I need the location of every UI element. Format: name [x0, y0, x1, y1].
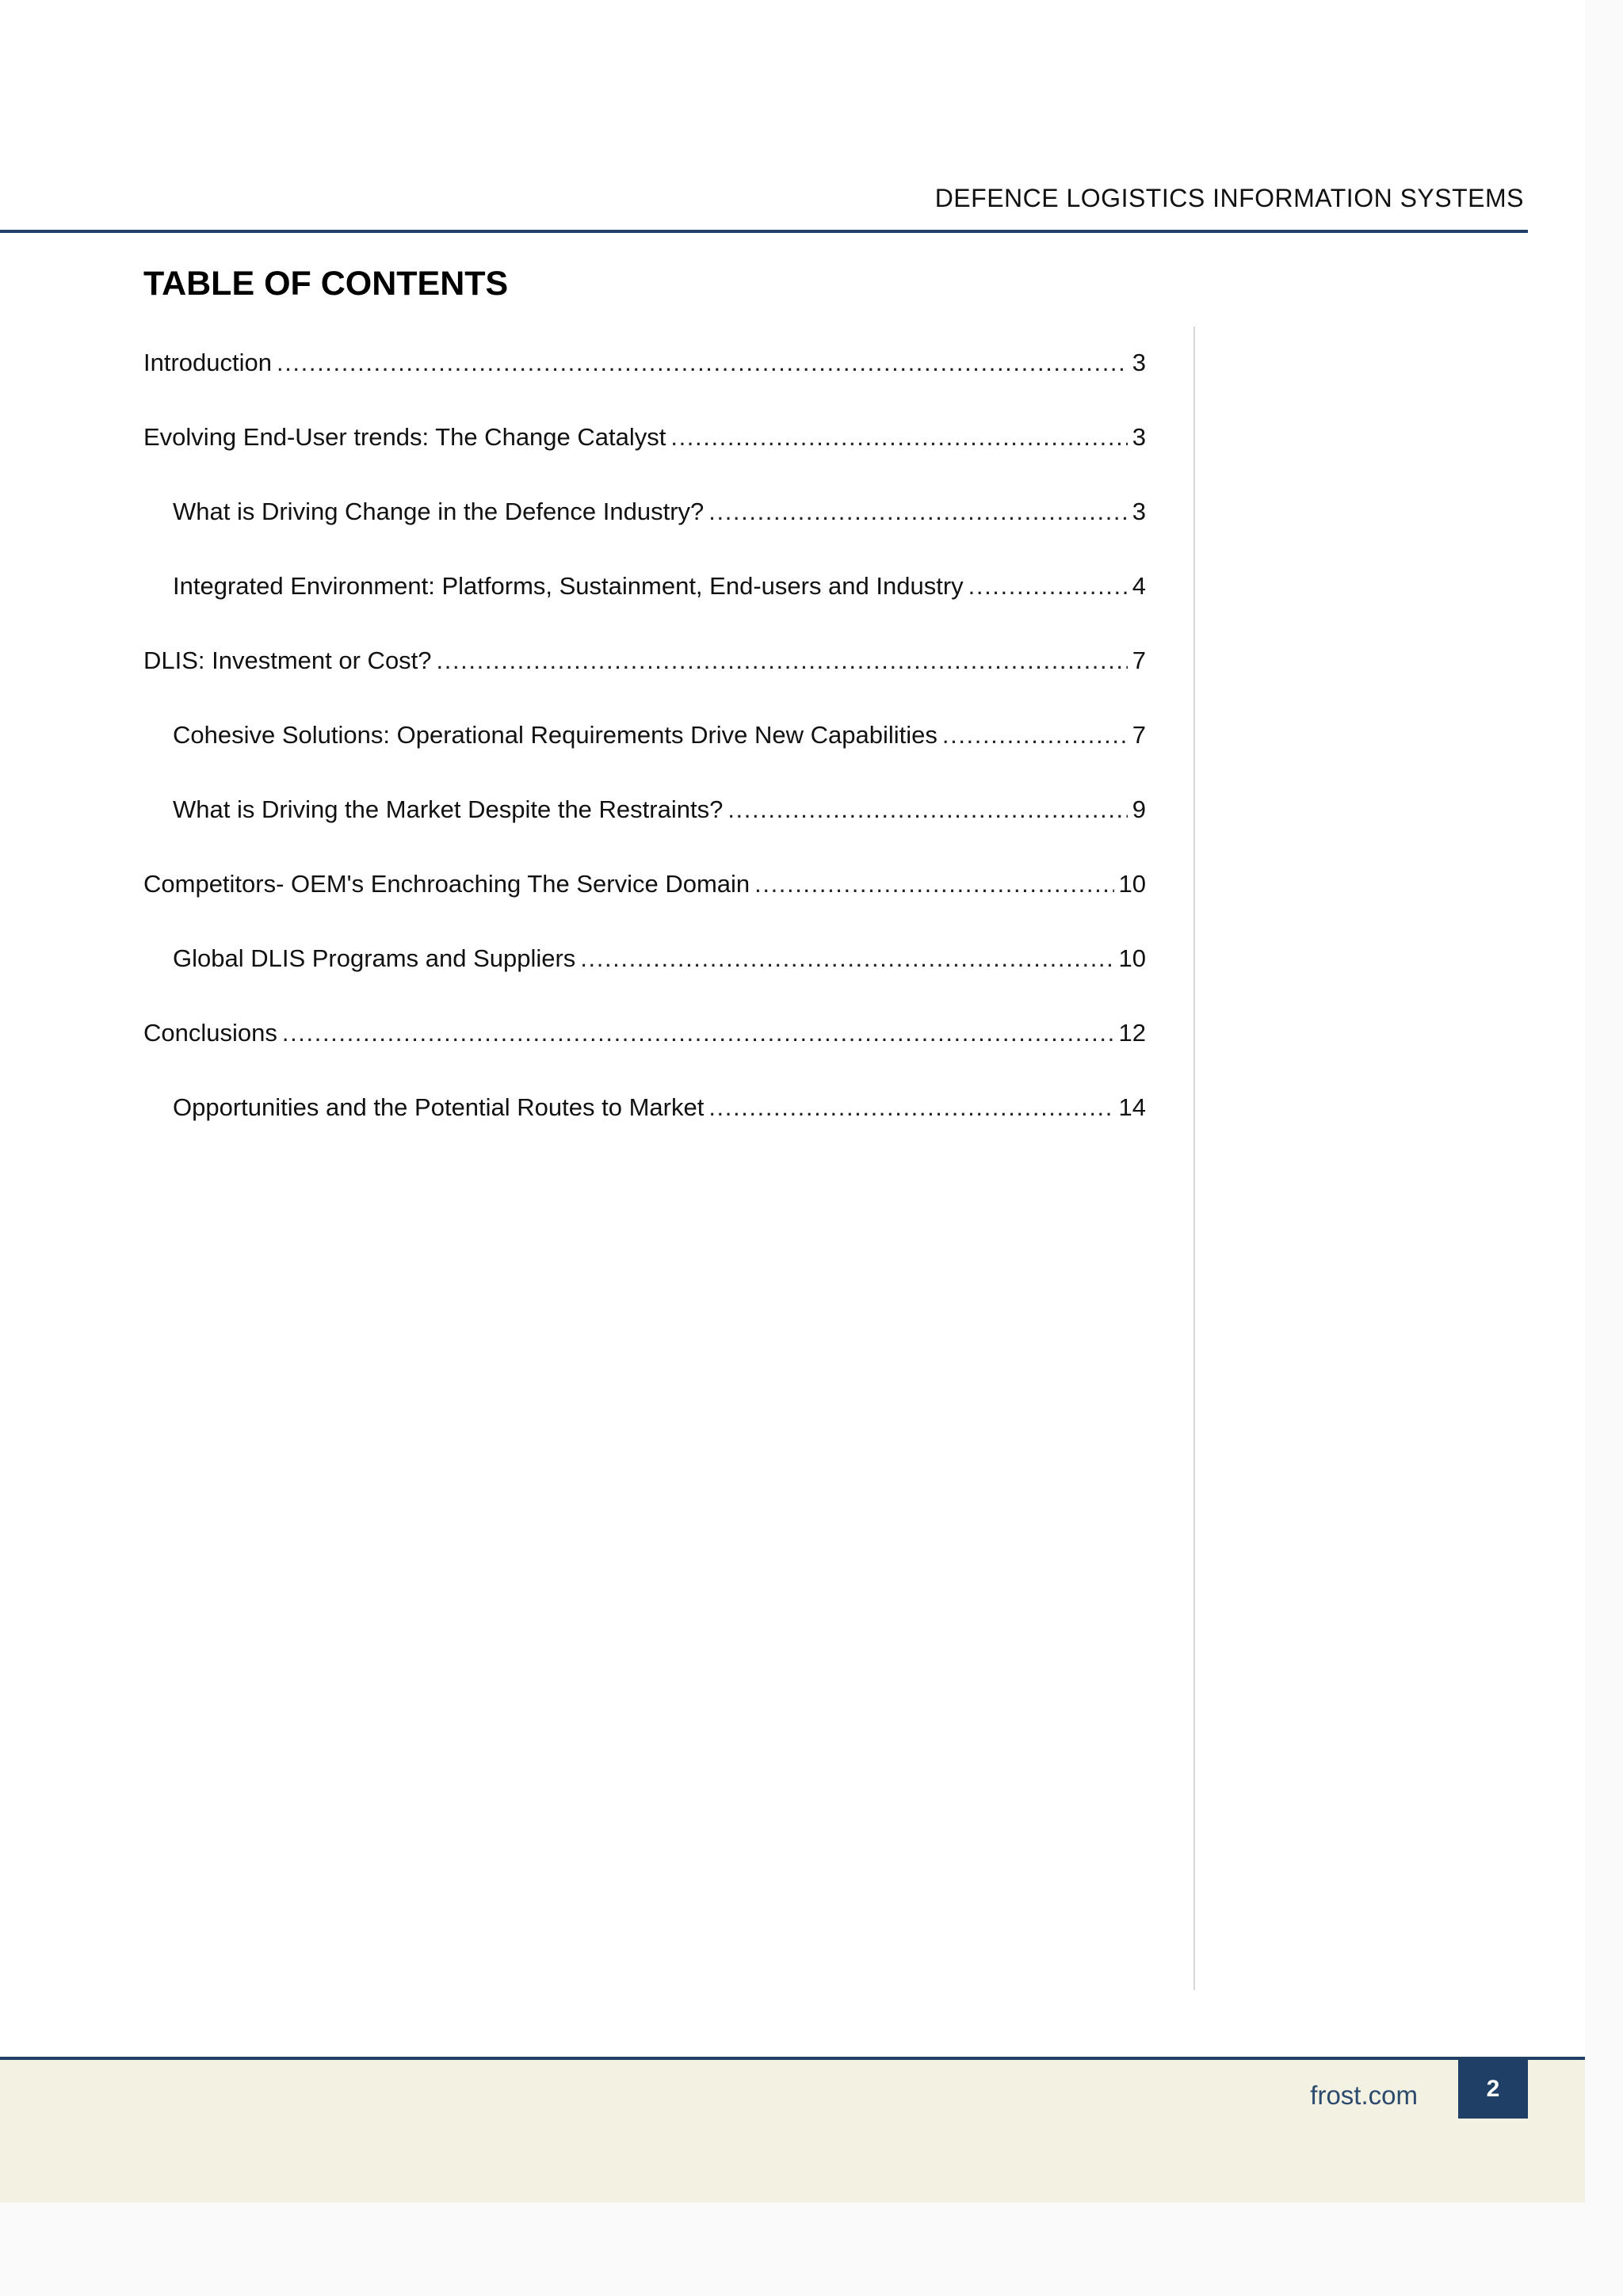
- footer-site-link[interactable]: frost.com: [1310, 2081, 1418, 2110]
- toc-dot-leader: [708, 491, 1127, 532]
- toc-page-number: 3: [1132, 498, 1146, 525]
- toc-dot-leader: [282, 1013, 1114, 1054]
- toc-list: [143, 342, 1146, 1161]
- toc-page-number: 4: [1132, 572, 1146, 600]
- toc-dot-leader: [437, 640, 1128, 681]
- toc-entry-label: Integrated Environment: Platforms, Sustainment, End-users and Industry: [173, 572, 964, 600]
- toc-entry-label: Introduction: [143, 349, 272, 376]
- toc-entry-conclusions[interactable]: [143, 1013, 1146, 1087]
- toc-page-number: 7: [1132, 646, 1146, 674]
- toc-entry-label: Global DLIS Programs and Suppliers: [173, 944, 576, 972]
- toc-entry-driving-market[interactable]: [143, 789, 1146, 864]
- toc-entry-introduction[interactable]: [143, 342, 1146, 417]
- toc-entry-global-dlis-programs[interactable]: [143, 938, 1146, 1013]
- toc-page-number: 10: [1118, 870, 1146, 898]
- toc-dot-leader: [968, 566, 1128, 607]
- toc-entry-label: Cohesive Solutions: Operational Requirements Drive New Capabilities: [173, 721, 938, 749]
- toc-entry-cohesive-solutions[interactable]: [143, 715, 1146, 789]
- toc-entry-label: Opportunities and the Potential Routes to Market: [173, 1093, 705, 1121]
- toc-page-number: 14: [1118, 1093, 1146, 1121]
- toc-page-number: 3: [1132, 349, 1146, 376]
- footer-band: [0, 2057, 1585, 2203]
- toc-entry-opportunities[interactable]: [143, 1087, 1146, 1161]
- toc-entry-label: DLIS: Investment or Cost?: [143, 646, 432, 674]
- toc-entry-integrated-environment[interactable]: [143, 566, 1146, 640]
- toc-page-number: 9: [1132, 795, 1146, 823]
- toc-entry-label: What is Driving Change in the Defence Industry?: [173, 498, 705, 525]
- toc-entry-driving-change[interactable]: [143, 491, 1146, 566]
- toc-entry-dlis-investment[interactable]: [143, 640, 1146, 715]
- footer-rule: [0, 2057, 1585, 2060]
- toc-entry-label: Evolving End-User trends: The Change Catalyst: [143, 423, 666, 451]
- toc-page-number: 7: [1132, 721, 1146, 749]
- toc-dot-leader: [580, 938, 1113, 979]
- side-divider: [1193, 326, 1195, 1990]
- toc-dot-leader: [727, 789, 1127, 830]
- toc-entry-label: Conclusions: [143, 1019, 277, 1047]
- toc-dot-leader: [670, 417, 1127, 458]
- toc-dot-leader: [754, 864, 1113, 905]
- toc-entry-evolving-end-user-trends[interactable]: [143, 417, 1146, 491]
- toc-entry-label: Competitors- OEM's Enchroaching The Service Domain: [143, 870, 750, 898]
- header-rule: [0, 230, 1528, 233]
- toc-title: TABLE OF CONTENTS: [143, 265, 509, 303]
- toc-page-number: 3: [1132, 423, 1146, 451]
- toc-entry-label: What is Driving the Market Despite the Restraints?: [173, 795, 724, 823]
- toc-page-number: 10: [1118, 944, 1146, 972]
- toc-dot-leader: [277, 342, 1128, 383]
- toc-dot-leader: [708, 1087, 1113, 1128]
- running-header: DEFENCE LOGISTICS INFORMATION SYSTEMS: [934, 184, 1524, 212]
- page-number-badge: 2: [1458, 2060, 1528, 2119]
- toc-page-number: 12: [1118, 1019, 1146, 1047]
- toc-entry-competitors[interactable]: [143, 864, 1146, 938]
- toc-dot-leader: [942, 715, 1128, 756]
